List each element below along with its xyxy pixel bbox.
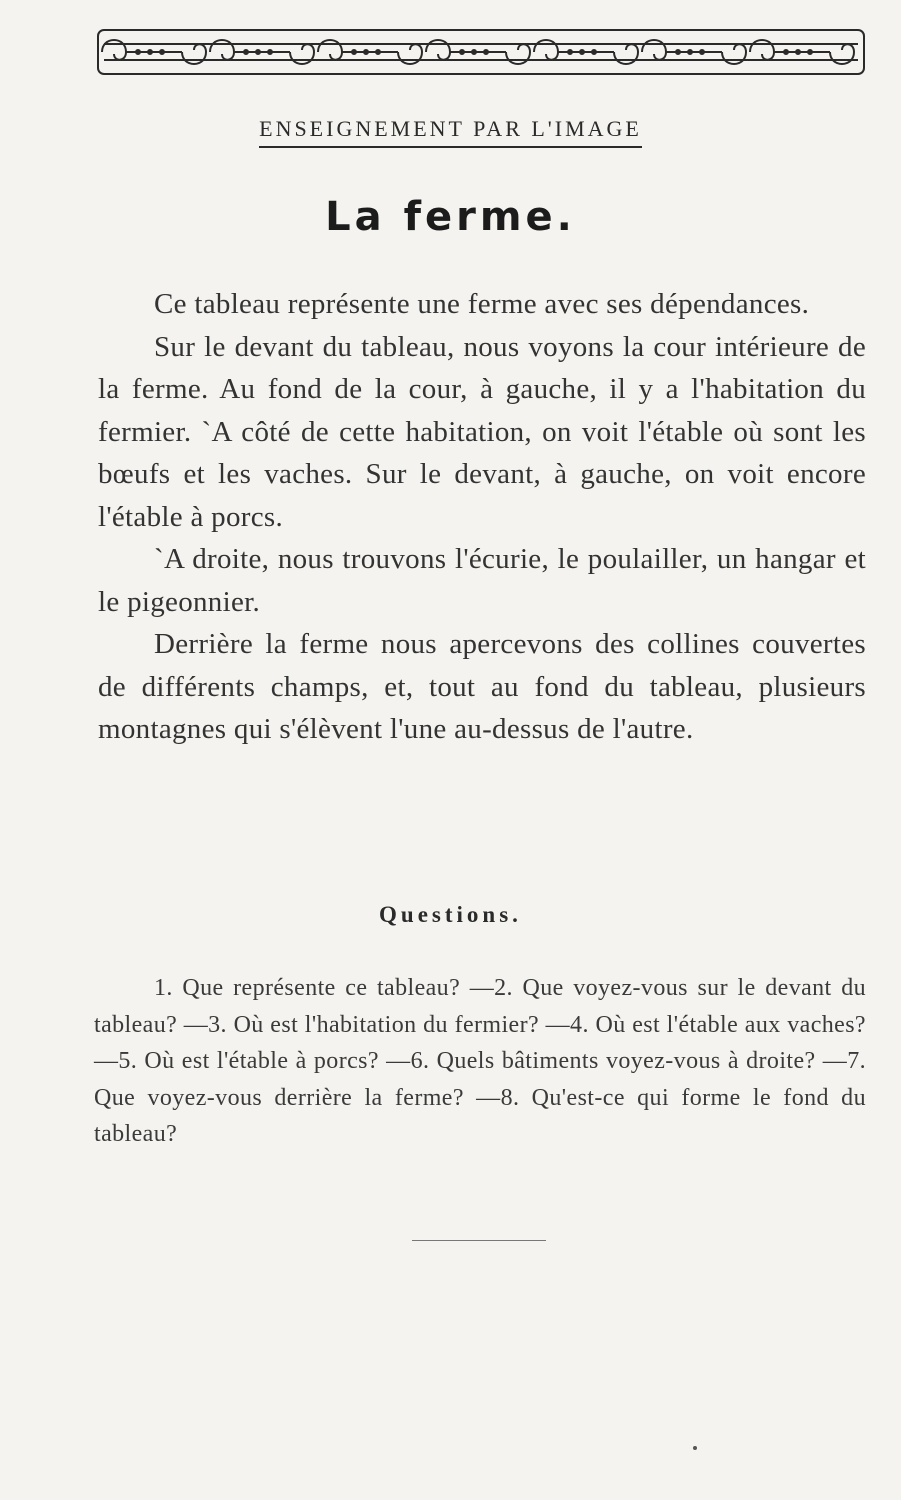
paragraph: Sur le devant du tableau, nous voyons la cour intérieure de la ferme. Au fond de la cour, à gauche, il y a l'habitation du fermier. `A côté de cette habitation, on voit l'étable où sont les bœufs et les vaches. Sur le devant, à gauche, on voit encore l'étable à porcs.	[98, 330, 866, 533]
paragraph: Ce tableau représente une ferme avec ses dépendances.	[154, 288, 810, 320]
page-title: La ferme.	[325, 194, 576, 240]
paragraph: `A droite, nous trouvons l'écurie, le poulailler, un hangar et le pigeonnier.	[98, 543, 866, 618]
section-heading	[0, 116, 901, 148]
decorative-border-ornament	[96, 26, 866, 78]
body-text	[98, 283, 866, 751]
questions-heading: Questions.	[379, 902, 522, 927]
ink-speck	[693, 1446, 697, 1450]
section-heading-text: ENSEIGNEMENT PAR L'IMAGE	[259, 116, 642, 148]
paragraph: Derrière la ferme nous apercevons des collines couvertes de différents champs, et, tout au fond du tableau, plusieurs montagnes qui s'élèvent l'une au-dessus de l'autre.	[98, 628, 866, 745]
questions-list: 1. Que représente ce tableau? —2. Que voyez-vous sur le devant du tableau? —3. Où est l'habitation du fermier? —4. Où est l'étable aux vaches? —5. Où est l'étable à porcs? —6. Quels bâtiments voyez-vous à droite? —7. Que voyez-vous derrière la ferme? —8. Qu'est-ce qui forme le fond du tableau?	[94, 975, 866, 1147]
end-rule	[412, 1240, 546, 1241]
